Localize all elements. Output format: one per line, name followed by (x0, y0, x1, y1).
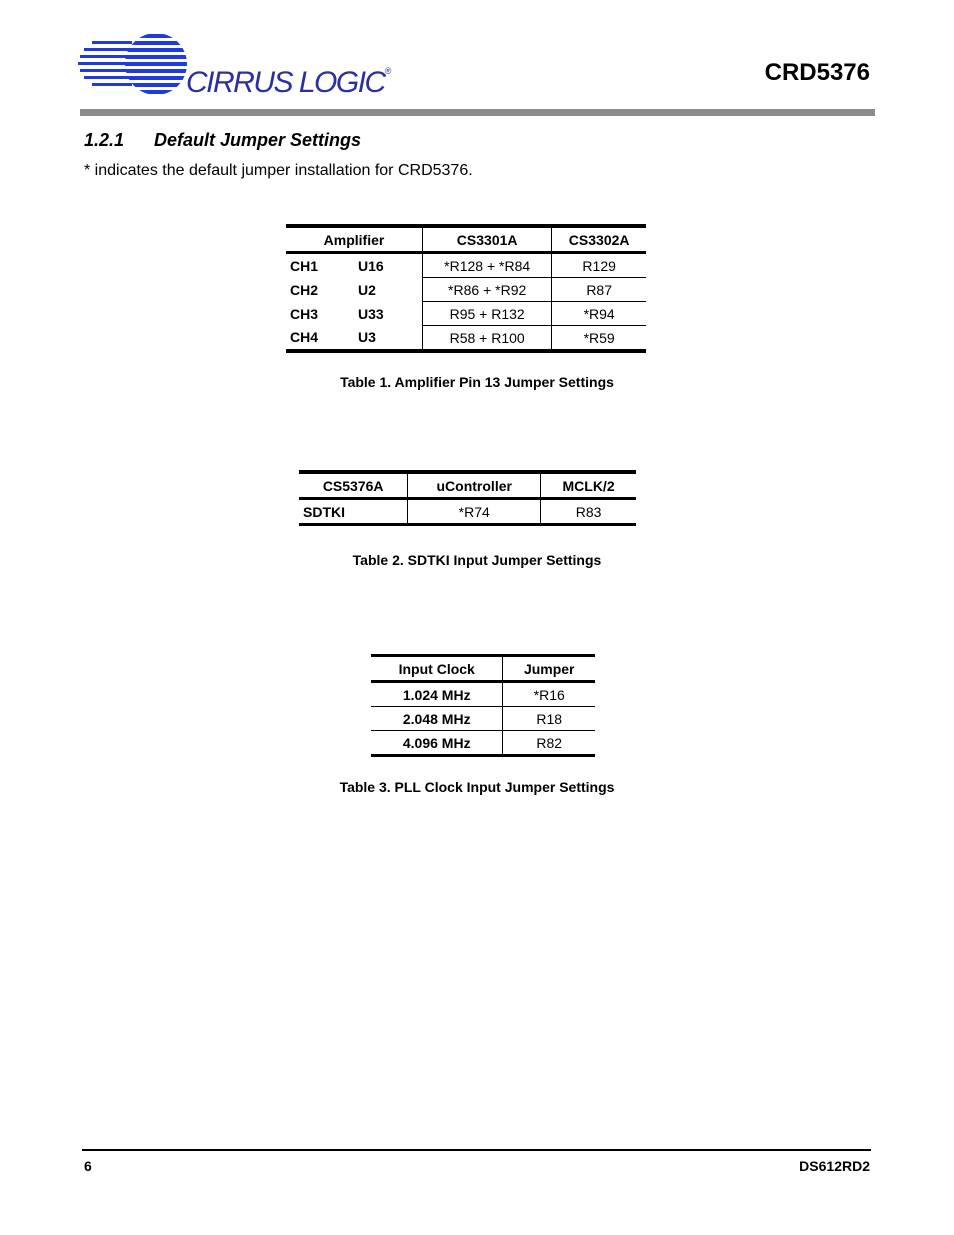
channel-cell: CH4 (290, 329, 319, 346)
table-cell: R95 + R132 (423, 302, 552, 326)
intro-paragraph: * indicates the default jumper installation for CRD5376. (84, 162, 473, 179)
table-row (286, 278, 646, 302)
unit-cell: U3 (358, 329, 376, 346)
sdtki-jumper-table (299, 470, 636, 526)
table3-caption: Table 3. PLL Clock Input Jumper Settings (339, 779, 615, 795)
table-cell: R83 (541, 499, 636, 525)
amplifier-jumper-table (286, 224, 646, 353)
channel-cell: CH3 (290, 305, 319, 322)
row-label-cell: SDTKI (303, 503, 345, 520)
clock-cell: 4.096 MHz (371, 731, 503, 756)
section-number: 1.2.1 (84, 130, 125, 150)
footer-divider (82, 1149, 871, 1151)
clock-cell: 2.048 MHz (371, 707, 503, 731)
logo-wordmark: CIRRUS LOGIC® (186, 66, 390, 99)
cirrus-logic-logo (78, 32, 390, 102)
table-cell: R18 (503, 707, 595, 731)
cirrus-logo-mark-icon (78, 32, 198, 102)
table-cell: *R74 (408, 499, 541, 525)
column-header: uController (408, 472, 541, 499)
column-header: Jumper (503, 656, 595, 682)
table-row (371, 707, 595, 731)
table-header-row (286, 226, 646, 253)
unit-cell: U16 (358, 257, 384, 274)
table-cell: *R128 + *R84 (423, 253, 552, 278)
column-header: CS5376A (299, 472, 408, 499)
channel-cell: CH2 (290, 281, 319, 298)
table-cell: R129 (552, 253, 646, 278)
header-divider (80, 109, 875, 116)
section-title: Default Jumper Settings (154, 130, 362, 150)
table-header-row (299, 472, 636, 499)
table-cell: R87 (552, 278, 646, 302)
section-heading (84, 130, 361, 151)
page-number: 6 (84, 1158, 92, 1174)
column-header: CS3302A (552, 226, 646, 253)
table1-caption: Table 1. Amplifier Pin 13 Jumper Settings (340, 374, 614, 390)
table-row (299, 499, 636, 525)
table2-caption: Table 2. SDTKI Input Jumper Settings (352, 552, 602, 568)
table-row (286, 302, 646, 326)
table-header-row (371, 656, 595, 682)
table-cell: *R94 (552, 302, 646, 326)
table-row (371, 682, 595, 707)
column-header: CS3301A (423, 226, 552, 253)
column-header: MCLK/2 (541, 472, 636, 499)
table-cell: R58 + R100 (423, 326, 552, 352)
table-cell: *R86 + *R92 (423, 278, 552, 302)
unit-cell: U2 (358, 281, 376, 298)
column-header: Input Clock (371, 656, 503, 682)
document-id: DS612RD2 (799, 1158, 870, 1174)
channel-cell: CH1 (290, 257, 319, 274)
table-cell: *R59 (552, 326, 646, 352)
clock-cell: 1.024 MHz (402, 686, 471, 703)
table-row (371, 731, 595, 756)
pll-clock-jumper-table (371, 654, 595, 757)
table-cell: R82 (503, 731, 595, 756)
table-cell: *R16 (503, 682, 595, 707)
unit-cell: U33 (358, 305, 384, 322)
document-title: CRD5376 (764, 59, 870, 86)
table-row (286, 253, 646, 278)
table-row (286, 326, 646, 352)
column-header: Amplifier (286, 226, 423, 253)
